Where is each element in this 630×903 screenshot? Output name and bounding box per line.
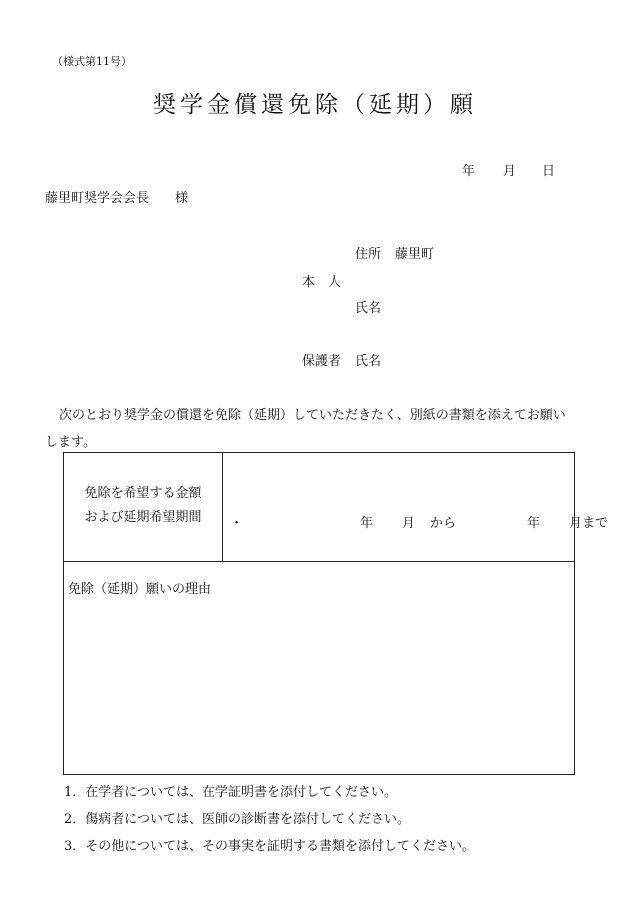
amount-label-line-2: および延期希望期間 xyxy=(84,510,202,525)
page-title: 奨学金償還免除（延期）願 xyxy=(153,92,477,118)
date-month-label: 月 xyxy=(503,164,517,179)
guardian-name-label: 氏名 xyxy=(355,354,382,369)
from-year-label: 年 xyxy=(360,516,374,531)
applicant-self-label: 本 人 xyxy=(302,275,342,290)
bullet: ・ xyxy=(230,516,244,531)
amount-label-line-1: 免除を希望する金額 xyxy=(84,486,202,501)
to-year-label: 年 xyxy=(527,516,541,531)
reason-label: 免除（延期）願いの理由 xyxy=(68,582,212,597)
from-month-label: 月 xyxy=(402,516,416,531)
application-table xyxy=(63,452,609,775)
amount-period-value-cell[interactable] xyxy=(223,453,609,561)
note-1: 1．在学者については、在学証明書を添付してください。 xyxy=(64,785,398,800)
addressee: 藤里町奨学会会長 様 xyxy=(45,191,189,206)
address-value: 藤里町 xyxy=(395,247,435,262)
request-statement-line-2: します。 xyxy=(45,435,96,450)
note-3: 3．その他については、その事実を証明する書類を添付してください。 xyxy=(64,839,476,854)
address-label: 住所 xyxy=(355,247,382,262)
date-year-label: 年 xyxy=(462,164,476,179)
form-number: （様式第11号） xyxy=(52,55,132,68)
reason-field[interactable] xyxy=(64,562,574,774)
guardian-label: 保護者 xyxy=(302,354,342,369)
request-statement-line-1: 次のとおり奨学金の償還を免除（延期）していただきたく、別紙の書類を添えてお願い xyxy=(59,408,566,423)
from-label: から xyxy=(430,516,457,531)
note-2: 2．傷病者については、医師の診断書を添付してください。 xyxy=(64,812,411,827)
request-statement xyxy=(45,402,585,456)
to-month-label: 月まで xyxy=(569,516,609,531)
amount-period-row xyxy=(64,453,609,562)
applicant-name-label: 氏名 xyxy=(355,301,382,316)
amount-period-label-cell xyxy=(64,453,223,561)
date-day-label: 日 xyxy=(542,164,556,179)
